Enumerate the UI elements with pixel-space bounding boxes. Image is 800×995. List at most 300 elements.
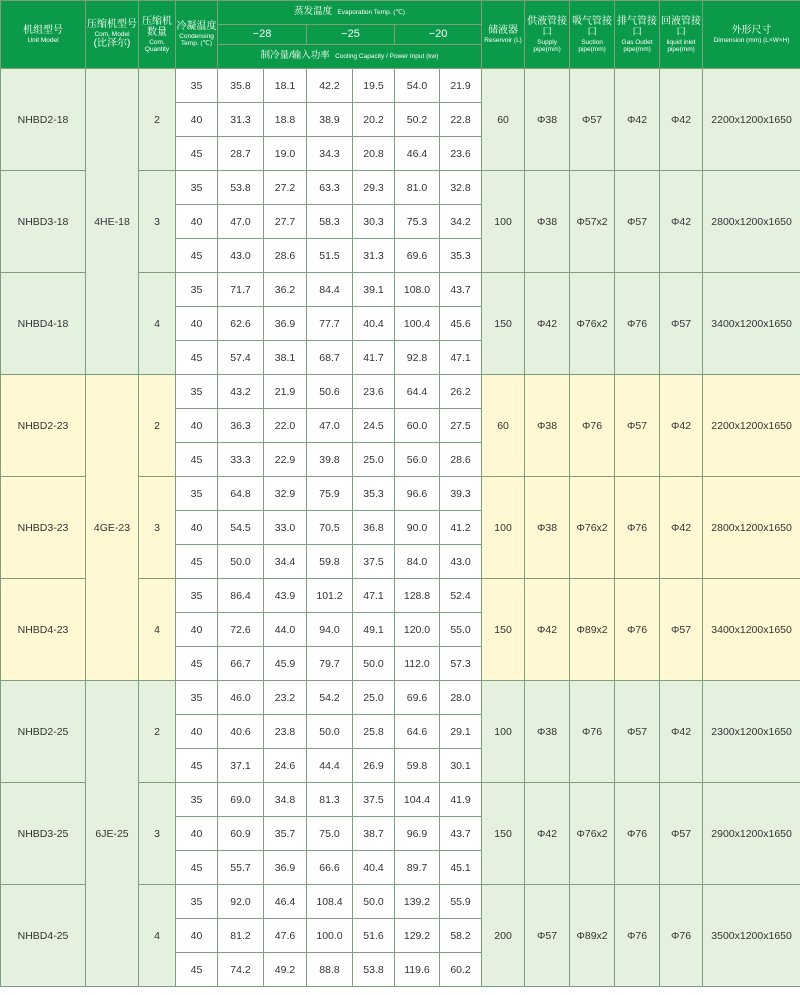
- com-quantity-cell: 2: [139, 681, 176, 783]
- capacity-value-cell: 24.6: [264, 749, 307, 783]
- suction-pipe-cell: Φ57: [570, 69, 615, 171]
- suction-pipe-cell: Φ76x2: [570, 273, 615, 375]
- condensing-temp-cell: 45: [176, 341, 218, 375]
- unit-model-cell: NHBD4-25: [1, 885, 86, 987]
- header-liquid-inlet-pipe: [660, 1, 703, 69]
- capacity-value-cell: 39.3: [440, 477, 482, 511]
- capacity-value-cell: 34.4: [264, 545, 307, 579]
- liquid-inlet-pipe-cell: Φ57: [660, 783, 703, 885]
- com-quantity-cell: 4: [139, 579, 176, 681]
- capacity-value-cell: 49.2: [264, 953, 307, 987]
- header-com-quantity-en: Com. Quantity: [144, 38, 170, 53]
- supply-pipe-cell: Φ38: [525, 375, 570, 477]
- capacity-value-cell: 29.1: [440, 715, 482, 749]
- reservoir-cell: 100: [482, 477, 525, 579]
- dimension-cell: 2800x1200x1650: [703, 171, 800, 273]
- capacity-value-cell: 55.0: [440, 613, 482, 647]
- dimension-cell: 3400x1200x1650: [703, 273, 800, 375]
- capacity-value-cell: 51.6: [353, 919, 395, 953]
- suction-pipe-cell: Φ76x2: [570, 477, 615, 579]
- com-quantity-cell: 2: [139, 375, 176, 477]
- capacity-value-cell: 41.7: [353, 341, 395, 375]
- supply-pipe-cell: Φ42: [525, 273, 570, 375]
- capacity-value-cell: 59.8: [307, 545, 353, 579]
- capacity-value-cell: 43.7: [440, 817, 482, 851]
- header-suction-en: Suction pipe(mm): [578, 38, 606, 53]
- capacity-value-cell: 26.2: [440, 375, 482, 409]
- capacity-value-cell: 21.9: [440, 69, 482, 103]
- capacity-value-cell: 57.4: [218, 341, 264, 375]
- capacity-value-cell: 28.7: [218, 137, 264, 171]
- capacity-value-cell: 28.6: [440, 443, 482, 477]
- capacity-value-cell: 23.8: [264, 715, 307, 749]
- header-suction-cn: 吸气管接口: [572, 15, 613, 39]
- capacity-value-cell: 108.0: [395, 273, 440, 307]
- dimension-cell: 2800x1200x1650: [703, 477, 800, 579]
- dimension-cell: 2200x1200x1650: [703, 69, 800, 171]
- capacity-value-cell: 27.5: [440, 409, 482, 443]
- capacity-value-cell: 41.2: [440, 511, 482, 545]
- capacity-value-cell: 96.9: [395, 817, 440, 851]
- capacity-value-cell: 92.0: [218, 885, 264, 919]
- header-evap-temp-2: −25: [307, 25, 395, 45]
- capacity-value-cell: 22.9: [264, 443, 307, 477]
- capacity-value-cell: 39.8: [307, 443, 353, 477]
- capacity-value-cell: 69.0: [218, 783, 264, 817]
- capacity-value-cell: 70.5: [307, 511, 353, 545]
- capacity-value-cell: 43.0: [440, 545, 482, 579]
- capacity-value-cell: 55.9: [440, 885, 482, 919]
- unit-model-cell: NHBD4-18: [1, 273, 86, 375]
- header-condensing-en: Condensing Temp. (℃): [179, 32, 214, 48]
- suction-pipe-cell: Φ76: [570, 375, 615, 477]
- capacity-value-cell: 36.9: [264, 307, 307, 341]
- capacity-value-cell: 47.0: [307, 409, 353, 443]
- capacity-value-cell: 53.8: [353, 953, 395, 987]
- header-condensing-temp: [176, 1, 218, 69]
- condensing-temp-cell: 35: [176, 477, 218, 511]
- dimension-cell: 2900x1200x1650: [703, 783, 800, 885]
- capacity-value-cell: 27.7: [264, 205, 307, 239]
- capacity-value-cell: 32.8: [440, 171, 482, 205]
- capacity-value-cell: 81.2: [218, 919, 264, 953]
- condensing-temp-cell: 45: [176, 851, 218, 885]
- condensing-temp-cell: 45: [176, 137, 218, 171]
- capacity-value-cell: 36.2: [264, 273, 307, 307]
- supply-pipe-cell: Φ57: [525, 885, 570, 987]
- header-dimension-en: Dimension (mm) (L×W×H): [713, 36, 790, 44]
- com-model-cell: 6JE-25: [86, 681, 139, 987]
- header-supply-pipe: [525, 1, 570, 69]
- capacity-value-cell: 34.2: [440, 205, 482, 239]
- condensing-temp-cell: 40: [176, 919, 218, 953]
- supply-pipe-cell: Φ42: [525, 783, 570, 885]
- capacity-value-cell: 19.5: [353, 69, 395, 103]
- condensing-temp-cell: 40: [176, 613, 218, 647]
- suction-pipe-cell: Φ57x2: [570, 171, 615, 273]
- capacity-value-cell: 86.4: [218, 579, 264, 613]
- capacity-value-cell: 36.3: [218, 409, 264, 443]
- capacity-value-cell: 84.4: [307, 273, 353, 307]
- capacity-value-cell: 69.6: [395, 681, 440, 715]
- header-gas-outlet-cn: 排气管接口: [617, 15, 658, 39]
- capacity-value-cell: 22.8: [440, 103, 482, 137]
- capacity-value-cell: 50.0: [307, 715, 353, 749]
- capacity-value-cell: 51.5: [307, 239, 353, 273]
- condensing-temp-cell: 40: [176, 511, 218, 545]
- liquid-inlet-pipe-cell: Φ42: [660, 477, 703, 579]
- unit-model-cell: NHBD4-23: [1, 579, 86, 681]
- suction-pipe-cell: Φ89x2: [570, 579, 615, 681]
- capacity-value-cell: 50.0: [353, 885, 395, 919]
- capacity-value-cell: 53.8: [218, 171, 264, 205]
- capacity-value-cell: 88.8: [307, 953, 353, 987]
- capacity-value-cell: 23.2: [264, 681, 307, 715]
- capacity-value-cell: 34.8: [264, 783, 307, 817]
- header-supply-en: Supply pipe(mm): [533, 38, 561, 53]
- capacity-value-cell: 101.2: [307, 579, 353, 613]
- capacity-value-cell: 29.3: [353, 171, 395, 205]
- capacity-value-cell: 19.0: [264, 137, 307, 171]
- liquid-inlet-pipe-cell: Φ42: [660, 681, 703, 783]
- capacity-value-cell: 45.1: [440, 851, 482, 885]
- capacity-value-cell: 30.1: [440, 749, 482, 783]
- condensing-temp-cell: 35: [176, 171, 218, 205]
- capacity-value-cell: 90.0: [395, 511, 440, 545]
- reservoir-cell: 60: [482, 375, 525, 477]
- header-suction-pipe: [570, 1, 615, 69]
- capacity-value-cell: 31.3: [218, 103, 264, 137]
- header-evap-temp-3: −20: [395, 25, 482, 45]
- capacity-value-cell: 38.9: [307, 103, 353, 137]
- supply-pipe-cell: Φ38: [525, 69, 570, 171]
- capacity-value-cell: 64.4: [395, 375, 440, 409]
- header-dimension: [703, 1, 800, 69]
- reservoir-cell: 200: [482, 885, 525, 987]
- capacity-value-cell: 139.2: [395, 885, 440, 919]
- capacity-value-cell: 40.4: [353, 307, 395, 341]
- capacity-value-cell: 44.4: [307, 749, 353, 783]
- condensing-temp-cell: 45: [176, 647, 218, 681]
- header-unit-model: [1, 1, 86, 69]
- capacity-value-cell: 77.7: [307, 307, 353, 341]
- condensing-temp-cell: 45: [176, 443, 218, 477]
- condensing-temp-cell: 35: [176, 375, 218, 409]
- capacity-value-cell: 94.0: [307, 613, 353, 647]
- capacity-value-cell: 50.2: [395, 103, 440, 137]
- capacity-value-cell: 38.1: [264, 341, 307, 375]
- condensing-temp-cell: 35: [176, 681, 218, 715]
- capacity-value-cell: 119.6: [395, 953, 440, 987]
- capacity-value-cell: 18.1: [264, 69, 307, 103]
- table-row: [1, 375, 800, 409]
- liquid-inlet-pipe-cell: Φ42: [660, 171, 703, 273]
- header-com-model: [86, 1, 139, 69]
- capacity-value-cell: 23.6: [353, 375, 395, 409]
- capacity-value-cell: 25.8: [353, 715, 395, 749]
- header-com-quantity: [139, 1, 176, 69]
- condensing-temp-cell: 40: [176, 103, 218, 137]
- gas-outlet-pipe-cell: Φ76: [615, 477, 660, 579]
- supply-pipe-cell: Φ38: [525, 681, 570, 783]
- capacity-value-cell: 75.9: [307, 477, 353, 511]
- capacity-value-cell: 32.9: [264, 477, 307, 511]
- table-row: [1, 69, 800, 103]
- gas-outlet-pipe-cell: Φ76: [615, 273, 660, 375]
- gas-outlet-pipe-cell: Φ57: [615, 375, 660, 477]
- capacity-value-cell: 66.7: [218, 647, 264, 681]
- capacity-value-cell: 36.8: [353, 511, 395, 545]
- supply-pipe-cell: Φ42: [525, 579, 570, 681]
- table-row: [1, 681, 800, 715]
- header-capacity: [218, 45, 482, 69]
- capacity-value-cell: 46.0: [218, 681, 264, 715]
- capacity-value-cell: 120.0: [395, 613, 440, 647]
- capacity-value-cell: 50.6: [307, 375, 353, 409]
- capacity-value-cell: 47.0: [218, 205, 264, 239]
- capacity-value-cell: 28.6: [264, 239, 307, 273]
- capacity-value-cell: 30.3: [353, 205, 395, 239]
- capacity-value-cell: 49.1: [353, 613, 395, 647]
- capacity-value-cell: 72.6: [218, 613, 264, 647]
- reservoir-cell: 60: [482, 69, 525, 171]
- header-evaporation-temp: [218, 1, 482, 25]
- header-evap-en: Evaporation Temp. (℃): [337, 9, 405, 17]
- capacity-value-cell: 89.7: [395, 851, 440, 885]
- capacity-value-cell: 54.5: [218, 511, 264, 545]
- supply-pipe-cell: Φ38: [525, 171, 570, 273]
- capacity-value-cell: 79.7: [307, 647, 353, 681]
- liquid-inlet-pipe-cell: Φ57: [660, 579, 703, 681]
- capacity-value-cell: 63.3: [307, 171, 353, 205]
- capacity-value-cell: 33.3: [218, 443, 264, 477]
- capacity-value-cell: 100.0: [307, 919, 353, 953]
- dimension-cell: 3500x1200x1650: [703, 885, 800, 987]
- capacity-value-cell: 35.3: [440, 239, 482, 273]
- unit-model-cell: NHBD3-25: [1, 783, 86, 885]
- capacity-value-cell: 64.6: [395, 715, 440, 749]
- unit-model-cell: NHBD2-25: [1, 681, 86, 783]
- capacity-value-cell: 112.0: [395, 647, 440, 681]
- com-model-cell: 4GE-23: [86, 375, 139, 681]
- com-quantity-cell: 3: [139, 783, 176, 885]
- capacity-value-cell: 75.0: [307, 817, 353, 851]
- capacity-value-cell: 46.4: [264, 885, 307, 919]
- condensing-temp-cell: 40: [176, 409, 218, 443]
- capacity-value-cell: 75.3: [395, 205, 440, 239]
- capacity-value-cell: 92.8: [395, 341, 440, 375]
- capacity-value-cell: 58.2: [440, 919, 482, 953]
- reservoir-cell: 100: [482, 171, 525, 273]
- capacity-value-cell: 43.9: [264, 579, 307, 613]
- capacity-value-cell: 45.6: [440, 307, 482, 341]
- condensing-temp-cell: 40: [176, 307, 218, 341]
- capacity-value-cell: 36.9: [264, 851, 307, 885]
- capacity-value-cell: 96.6: [395, 477, 440, 511]
- capacity-value-cell: 41.9: [440, 783, 482, 817]
- capacity-value-cell: 55.7: [218, 851, 264, 885]
- header-evap-temp-1: −28: [218, 25, 307, 45]
- capacity-value-cell: 22.0: [264, 409, 307, 443]
- capacity-value-cell: 128.8: [395, 579, 440, 613]
- capacity-value-cell: 25.0: [353, 443, 395, 477]
- capacity-value-cell: 28.0: [440, 681, 482, 715]
- capacity-value-cell: 37.1: [218, 749, 264, 783]
- com-quantity-cell: 4: [139, 273, 176, 375]
- condensing-temp-cell: 45: [176, 239, 218, 273]
- gas-outlet-pipe-cell: Φ76: [615, 885, 660, 987]
- header-liquid-inlet-cn: 回液管接口: [661, 15, 702, 39]
- capacity-value-cell: 71.7: [218, 273, 264, 307]
- header-supply-cn: 供液管接口: [527, 15, 568, 39]
- gas-outlet-pipe-cell: Φ57: [615, 681, 660, 783]
- capacity-value-cell: 57.3: [440, 647, 482, 681]
- header-capacity-en: Cooling Capacity / Power Input (kw): [335, 53, 439, 61]
- header-evap-cn: 蒸发温度: [294, 6, 333, 18]
- capacity-value-cell: 58.3: [307, 205, 353, 239]
- header-condensing-cn: 冷凝温度: [176, 21, 217, 33]
- capacity-value-cell: 23.6: [440, 137, 482, 171]
- capacity-value-cell: 100.4: [395, 307, 440, 341]
- reservoir-cell: 100: [482, 681, 525, 783]
- capacity-value-cell: 34.3: [307, 137, 353, 171]
- capacity-value-cell: 31.3: [353, 239, 395, 273]
- gas-outlet-pipe-cell: Φ57: [615, 171, 660, 273]
- capacity-value-cell: 45.9: [264, 647, 307, 681]
- capacity-value-cell: 35.8: [218, 69, 264, 103]
- capacity-value-cell: 69.6: [395, 239, 440, 273]
- unit-model-cell: NHBD3-18: [1, 171, 86, 273]
- header-reservoir: [482, 1, 525, 69]
- capacity-value-cell: 44.0: [264, 613, 307, 647]
- com-model-cell: 4HE-18: [86, 69, 139, 375]
- condensing-temp-cell: 35: [176, 69, 218, 103]
- condensing-temp-cell: 45: [176, 953, 218, 987]
- capacity-value-cell: 24.5: [353, 409, 395, 443]
- capacity-value-cell: 129.2: [395, 919, 440, 953]
- header-gas-outlet-pipe: [615, 1, 660, 69]
- table-body: [1, 69, 800, 987]
- header-capacity-cn: 制冷量/输入功率: [260, 50, 330, 62]
- header-liquid-inlet-en: liquid inlet pipe(mm): [666, 38, 696, 53]
- capacity-value-cell: 27.2: [264, 171, 307, 205]
- gas-outlet-pipe-cell: Φ42: [615, 69, 660, 171]
- condensing-temp-cell: 40: [176, 715, 218, 749]
- capacity-value-cell: 84.0: [395, 545, 440, 579]
- capacity-value-cell: 108.4: [307, 885, 353, 919]
- liquid-inlet-pipe-cell: Φ42: [660, 375, 703, 477]
- capacity-value-cell: 54.2: [307, 681, 353, 715]
- gas-outlet-pipe-cell: Φ76: [615, 783, 660, 885]
- capacity-value-cell: 60.9: [218, 817, 264, 851]
- liquid-inlet-pipe-cell: Φ42: [660, 69, 703, 171]
- liquid-inlet-pipe-cell: Φ76: [660, 885, 703, 987]
- capacity-value-cell: 81.0: [395, 171, 440, 205]
- header-reservoir-cn: 储液器: [488, 25, 519, 37]
- capacity-value-cell: 47.1: [353, 579, 395, 613]
- reservoir-cell: 150: [482, 579, 525, 681]
- suction-pipe-cell: Φ76: [570, 681, 615, 783]
- unit-model-cell: NHBD2-23: [1, 375, 86, 477]
- suction-pipe-cell: Φ89x2: [570, 885, 615, 987]
- capacity-value-cell: 47.1: [440, 341, 482, 375]
- gas-outlet-pipe-cell: Φ76: [615, 579, 660, 681]
- capacity-value-cell: 47.6: [264, 919, 307, 953]
- unit-model-cell: NHBD3-23: [1, 477, 86, 579]
- capacity-value-cell: 43.7: [440, 273, 482, 307]
- capacity-value-cell: 43.0: [218, 239, 264, 273]
- capacity-value-cell: 74.2: [218, 953, 264, 987]
- condensing-temp-cell: 35: [176, 783, 218, 817]
- suction-pipe-cell: Φ76x2: [570, 783, 615, 885]
- capacity-value-cell: 37.5: [353, 545, 395, 579]
- capacity-value-cell: 37.5: [353, 783, 395, 817]
- com-quantity-cell: 4: [139, 885, 176, 987]
- capacity-value-cell: 56.0: [395, 443, 440, 477]
- reservoir-cell: 150: [482, 783, 525, 885]
- condensing-temp-cell: 45: [176, 545, 218, 579]
- header-com-model-cn: 压缩机型号: [87, 19, 137, 31]
- capacity-value-cell: 50.0: [353, 647, 395, 681]
- header-com-quantity-cn: 压缩机数量: [142, 15, 172, 39]
- capacity-value-cell: 20.8: [353, 137, 395, 171]
- capacity-value-cell: 52.4: [440, 579, 482, 613]
- capacity-value-cell: 25.0: [353, 681, 395, 715]
- liquid-inlet-pipe-cell: Φ57: [660, 273, 703, 375]
- capacity-value-cell: 59.8: [395, 749, 440, 783]
- capacity-value-cell: 64.8: [218, 477, 264, 511]
- table-header: [1, 1, 800, 69]
- capacity-value-cell: 66.6: [307, 851, 353, 885]
- capacity-value-cell: 18.8: [264, 103, 307, 137]
- header-gas-outlet-en: Gas Outlet pipe(mm): [621, 38, 653, 53]
- header-dimension-cn: 外形尺寸: [731, 25, 772, 37]
- capacity-value-cell: 60.0: [395, 409, 440, 443]
- capacity-value-cell: 40.6: [218, 715, 264, 749]
- dimension-cell: 3400x1200x1650: [703, 579, 800, 681]
- condensing-temp-cell: 45: [176, 749, 218, 783]
- capacity-value-cell: 39.1: [353, 273, 395, 307]
- header-reservoir-en: Reservoir (L): [484, 36, 522, 44]
- supply-pipe-cell: Φ38: [525, 477, 570, 579]
- capacity-value-cell: 35.3: [353, 477, 395, 511]
- dimension-cell: 2300x1200x1650: [703, 681, 800, 783]
- condensing-temp-cell: 40: [176, 817, 218, 851]
- condensing-temp-cell: 40: [176, 205, 218, 239]
- capacity-value-cell: 54.0: [395, 69, 440, 103]
- capacity-value-cell: 35.7: [264, 817, 307, 851]
- capacity-value-cell: 33.0: [264, 511, 307, 545]
- header-unit-model-cn: 机组型号: [23, 25, 63, 37]
- capacity-value-cell: 50.0: [218, 545, 264, 579]
- com-quantity-cell: 3: [139, 477, 176, 579]
- capacity-value-cell: 81.3: [307, 783, 353, 817]
- header-com-model-en: Com. Model: [94, 30, 130, 38]
- capacity-value-cell: 46.4: [395, 137, 440, 171]
- capacity-value-cell: 104.4: [395, 783, 440, 817]
- capacity-value-cell: 21.9: [264, 375, 307, 409]
- header-unit-model-en: Unit Model: [27, 36, 59, 44]
- capacity-value-cell: 40.4: [353, 851, 395, 885]
- capacity-value-cell: 43.2: [218, 375, 264, 409]
- condensing-temp-cell: 35: [176, 273, 218, 307]
- capacity-value-cell: 20.2: [353, 103, 395, 137]
- capacity-value-cell: 38.7: [353, 817, 395, 851]
- capacity-value-cell: 68.7: [307, 341, 353, 375]
- header-com-model-note: (比泽尔): [93, 38, 131, 50]
- dimension-cell: 2200x1200x1650: [703, 375, 800, 477]
- condensing-temp-cell: 35: [176, 579, 218, 613]
